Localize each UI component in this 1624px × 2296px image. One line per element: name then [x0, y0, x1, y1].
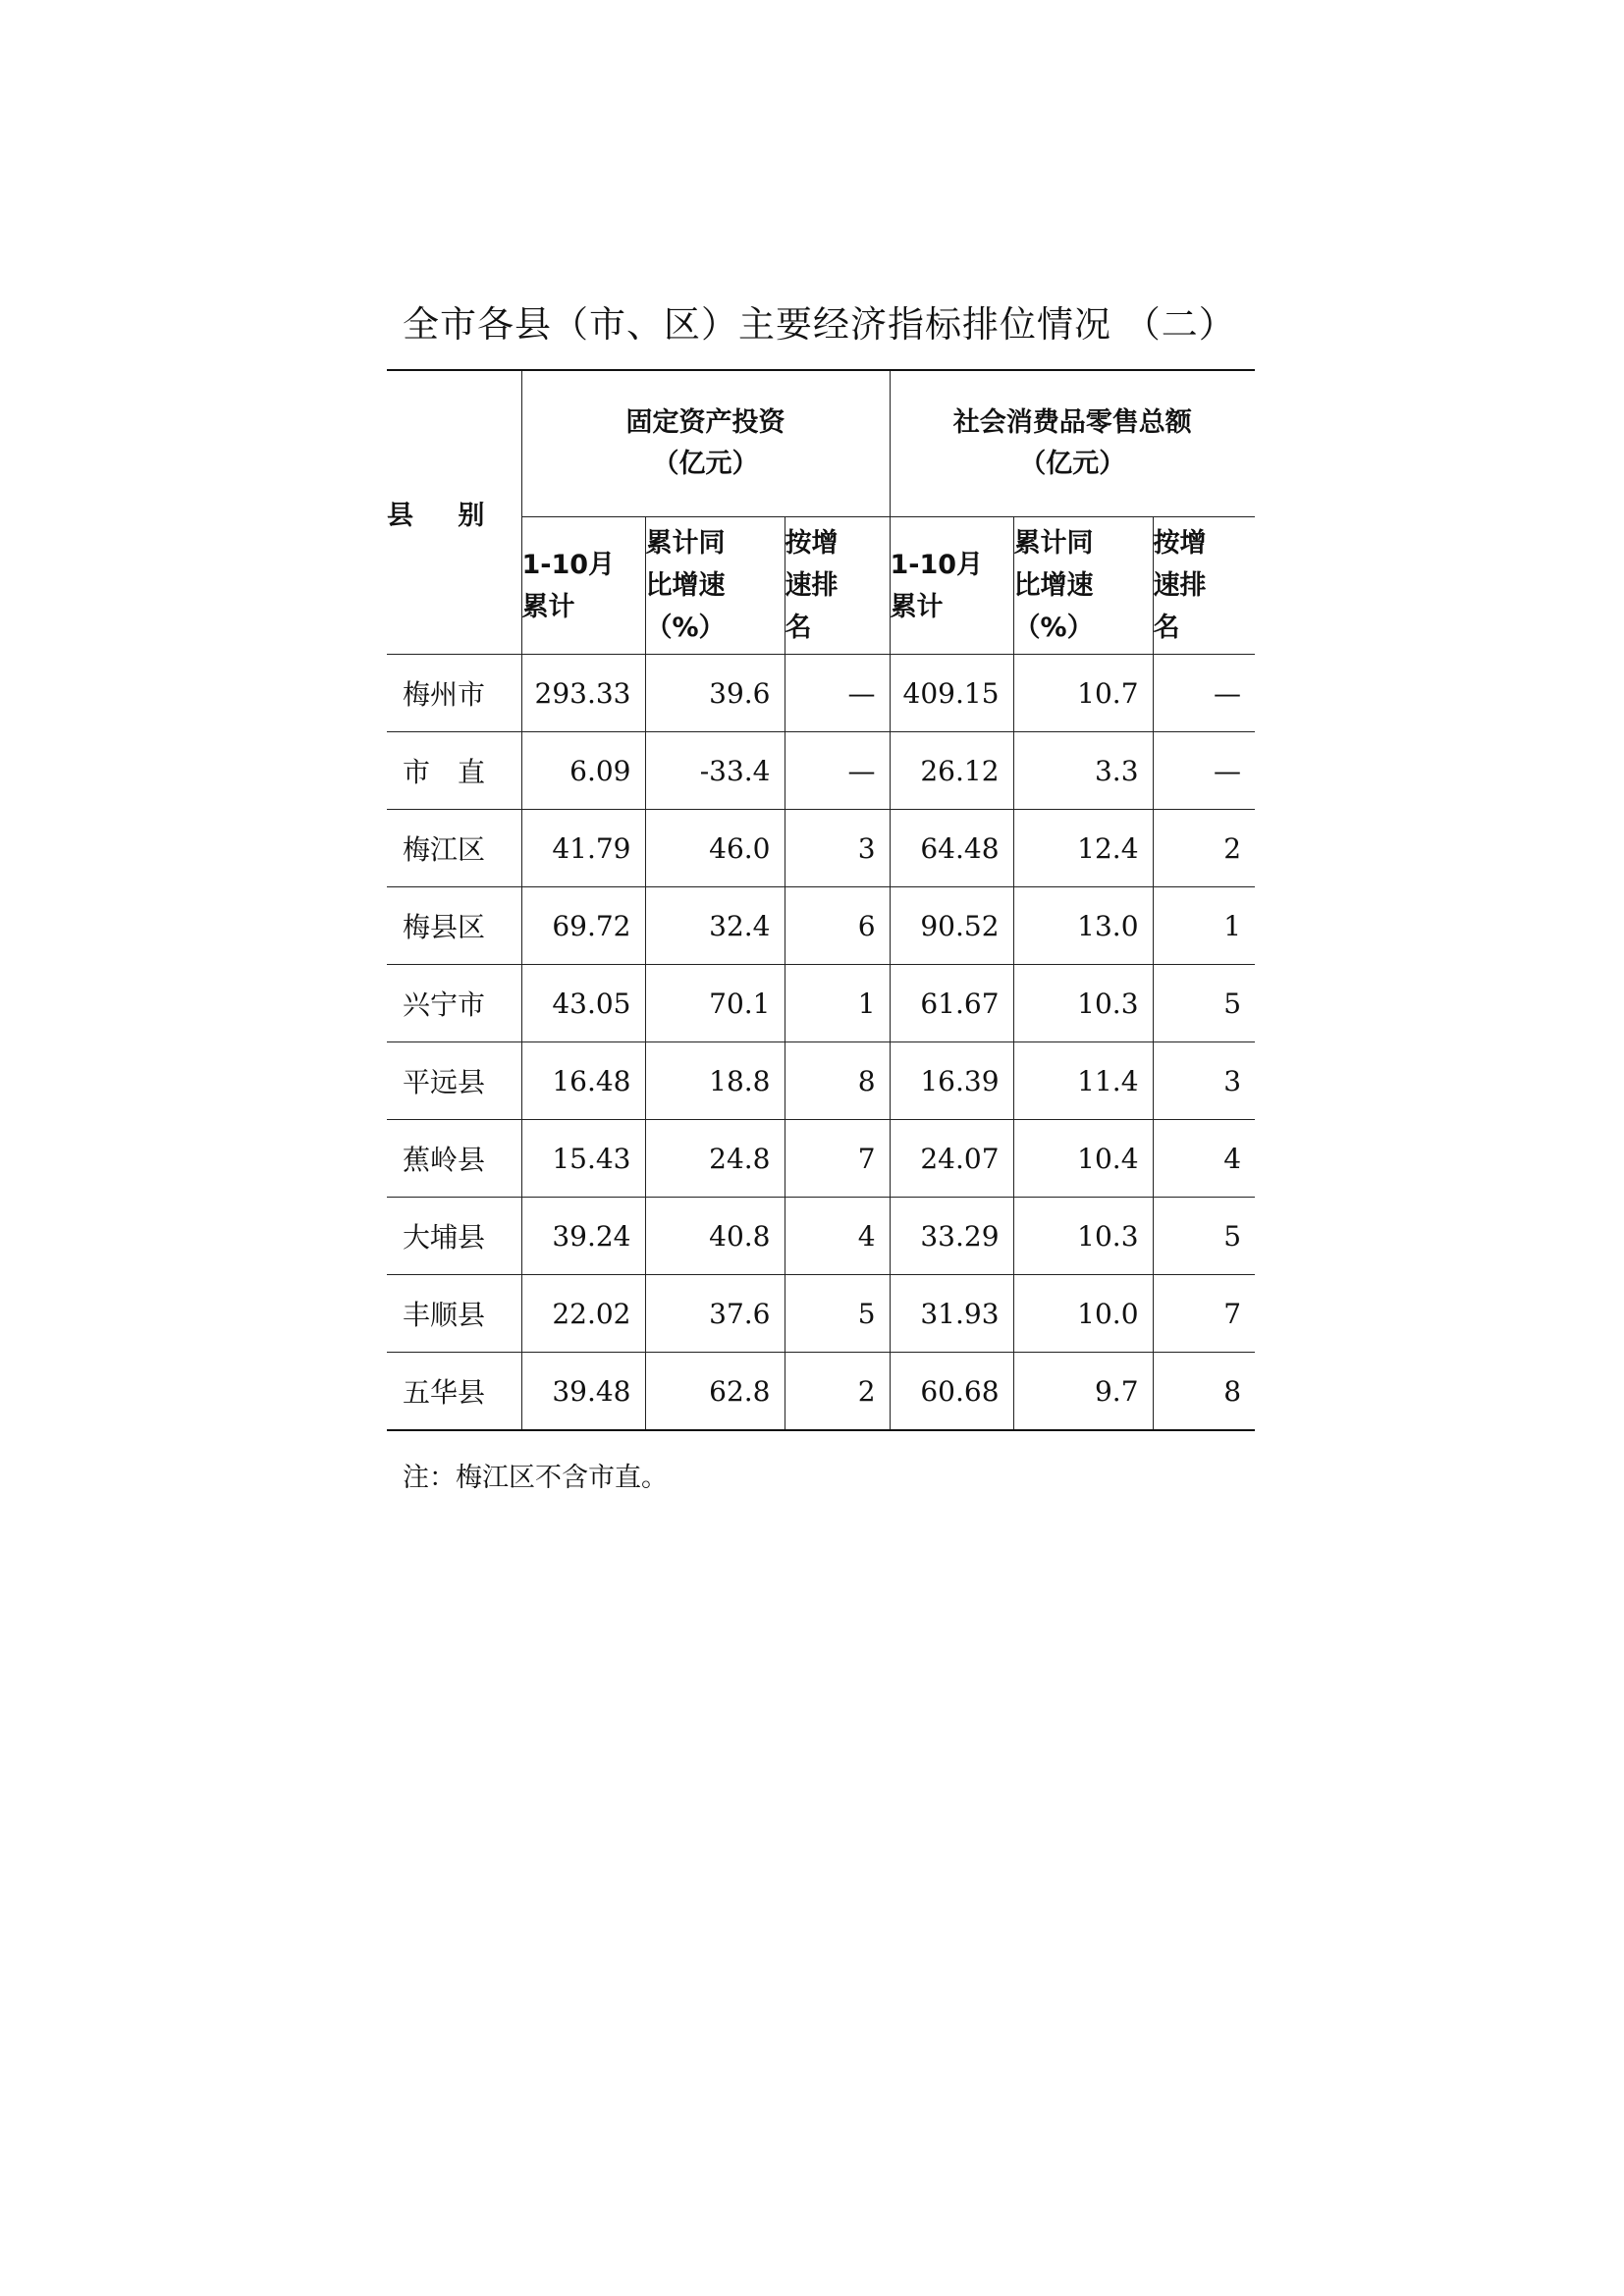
investment-growth: 18.8 — [645, 1042, 785, 1120]
county-name: 梅县区 — [387, 887, 521, 965]
table-row — [387, 887, 1255, 965]
investment-growth: 24.8 — [645, 1120, 785, 1198]
table-row — [387, 965, 1255, 1042]
retail-rank: — — [1153, 732, 1255, 810]
retail-value: 90.52 — [890, 887, 1013, 965]
retail-growth: 10.7 — [1013, 655, 1153, 732]
investment-value: 39.24 — [521, 1198, 645, 1275]
investment-rank: 2 — [785, 1353, 890, 1431]
county-name: 平远县 — [387, 1042, 521, 1120]
investment-growth: 46.0 — [645, 810, 785, 887]
investment-rank: 4 — [785, 1198, 890, 1275]
county-name: 蕉岭县 — [387, 1120, 521, 1198]
retail-growth: 12.4 — [1013, 810, 1153, 887]
county-name: 市 直 — [387, 732, 521, 810]
investment-rank: 7 — [785, 1120, 890, 1198]
investment-growth: 62.8 — [645, 1353, 785, 1431]
retail-rank: 1 — [1153, 887, 1255, 965]
county-column-header: 县 别 — [387, 370, 521, 655]
investment-rank: — — [785, 732, 890, 810]
investment-value: 43.05 — [521, 965, 645, 1042]
investment-rank: 1 — [785, 965, 890, 1042]
b-growth-header: 累计同 比增速 （%） — [1013, 517, 1153, 655]
retail-value: 64.48 — [890, 810, 1013, 887]
retail-rank: 8 — [1153, 1353, 1255, 1431]
county-name: 五华县 — [387, 1353, 521, 1431]
investment-value: 15.43 — [521, 1120, 645, 1198]
table-row — [387, 1198, 1255, 1275]
table-row — [387, 1120, 1255, 1198]
table-row — [387, 1042, 1255, 1120]
table-row — [387, 1275, 1255, 1353]
retail-growth: 10.3 — [1013, 1198, 1153, 1275]
county-name: 梅州市 — [387, 655, 521, 732]
fixed-asset-investment-header — [521, 370, 890, 517]
retail-growth: 10.0 — [1013, 1275, 1153, 1353]
table-row — [387, 810, 1255, 887]
retail-value: 26.12 — [890, 732, 1013, 810]
investment-value: 41.79 — [521, 810, 645, 887]
economic-indicators-table — [387, 369, 1255, 1431]
group-b-unit: （亿元） — [1019, 449, 1126, 479]
retail-sales-header — [890, 370, 1255, 517]
retail-growth: 10.3 — [1013, 965, 1153, 1042]
retail-value: 24.07 — [890, 1120, 1013, 1198]
a-growth-header: 累计同 比增速 （%） — [645, 517, 785, 655]
retail-value: 33.29 — [890, 1198, 1013, 1275]
retail-rank: 2 — [1153, 810, 1255, 887]
investment-rank: 5 — [785, 1275, 890, 1353]
investment-value: 16.48 — [521, 1042, 645, 1120]
retail-growth: 10.4 — [1013, 1120, 1153, 1198]
footnote: 注：梅江区不含市直。 — [403, 1463, 668, 1493]
county-name: 梅江区 — [387, 810, 521, 887]
group-a-unit: （亿元） — [652, 449, 759, 479]
retail-growth: 13.0 — [1013, 887, 1153, 965]
retail-rank: — — [1153, 655, 1255, 732]
b-cumulative-header: 1-10月 累计 — [890, 517, 1013, 655]
retail-value: 31.93 — [890, 1275, 1013, 1353]
investment-growth: 70.1 — [645, 965, 785, 1042]
page-title: 全市各县（市、区）主要经济指标排位情况 （二） — [403, 303, 1236, 346]
retail-value: 61.67 — [890, 965, 1013, 1042]
retail-rank: 3 — [1153, 1042, 1255, 1120]
investment-value: 69.72 — [521, 887, 645, 965]
retail-growth: 3.3 — [1013, 732, 1153, 810]
investment-growth: 39.6 — [645, 655, 785, 732]
county-name: 兴宁市 — [387, 965, 521, 1042]
a-rank-header: 按增 速排 名 — [785, 517, 890, 655]
retail-growth: 11.4 — [1013, 1042, 1153, 1120]
retail-value: 409.15 — [890, 655, 1013, 732]
b-rank-header: 按增 速排 名 — [1153, 517, 1255, 655]
investment-rank: 8 — [785, 1042, 890, 1120]
table-row — [387, 655, 1255, 732]
retail-rank: 5 — [1153, 965, 1255, 1042]
retail-rank: 7 — [1153, 1275, 1255, 1353]
table-row — [387, 1353, 1255, 1431]
table-row — [387, 732, 1255, 810]
investment-growth: 37.6 — [645, 1275, 785, 1353]
retail-value: 16.39 — [890, 1042, 1013, 1120]
investment-value: 22.02 — [521, 1275, 645, 1353]
investment-growth: -33.4 — [645, 732, 785, 810]
investment-value: 293.33 — [521, 655, 645, 732]
investment-rank: 6 — [785, 887, 890, 965]
investment-growth: 40.8 — [645, 1198, 785, 1275]
retail-rank: 5 — [1153, 1198, 1255, 1275]
retail-rank: 4 — [1153, 1120, 1255, 1198]
investment-growth: 32.4 — [645, 887, 785, 965]
group-b-title: 社会消费品零售总额 — [952, 407, 1192, 438]
retail-growth: 9.7 — [1013, 1353, 1153, 1431]
group-a-title: 固定资产投资 — [625, 407, 785, 438]
a-cumulative-header: 1-10月 累计 — [521, 517, 645, 655]
retail-value: 60.68 — [890, 1353, 1013, 1431]
county-name: 大埔县 — [387, 1198, 521, 1275]
investment-rank: — — [785, 655, 890, 732]
investment-value: 39.48 — [521, 1353, 645, 1431]
county-name: 丰顺县 — [387, 1275, 521, 1353]
investment-value: 6.09 — [521, 732, 645, 810]
investment-rank: 3 — [785, 810, 890, 887]
